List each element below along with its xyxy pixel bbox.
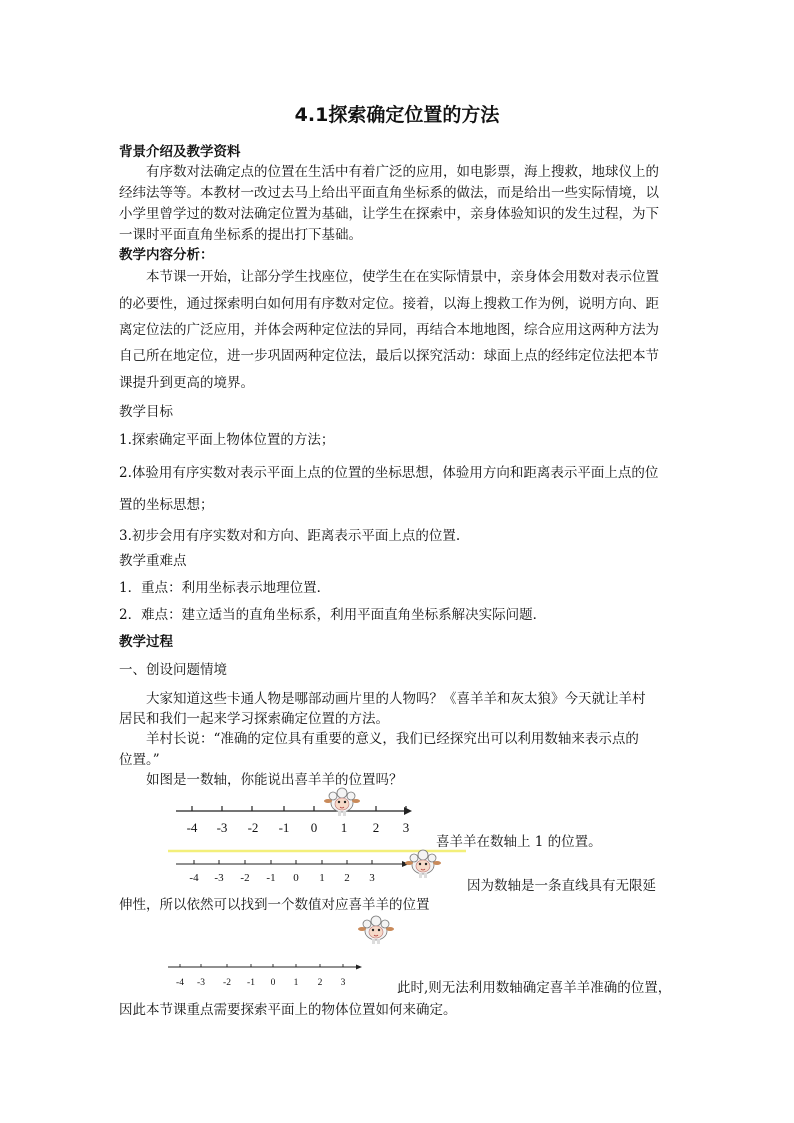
caption-infinite-line-1: 因为数轴是一条直线具有无限延 bbox=[467, 878, 656, 894]
tick-label: 0 bbox=[293, 872, 299, 884]
goal-item-1: 1.探索确定平面上物体位置的方法； bbox=[119, 432, 335, 448]
paragraph-line: 自己所在地定位，进一步巩固两种定位法，最后以探究活动：球面上点的经纬定位法把本节 bbox=[119, 348, 659, 364]
caption-conclusion-line-2: 因此本节课重点需要探索平面上的物体位置如何来确定。 bbox=[119, 1002, 457, 1018]
paragraph-line: 大家知道这些卡通人物是哪部动画片里的人物吗？《喜羊羊和灰太狼》今天就让羊村 bbox=[146, 691, 646, 707]
tick-label: -1 bbox=[247, 978, 255, 988]
goal-item-2-line-1: 2.体验用有序实数对表示平面上点的位置的坐标思想，体验用方向和距离表示平面上点的位 bbox=[119, 465, 659, 481]
tick-label: -2 bbox=[240, 872, 250, 884]
difficulty-item-1: 1．重点：利用坐标表示地理位置． bbox=[119, 580, 331, 596]
tick-label: 3 bbox=[340, 978, 346, 988]
paragraph-line: 的必要性，通过探索明白如何用有序数对定位。接着，以海上搜救工作为例，说明方向、距 bbox=[119, 296, 659, 312]
paragraph-line: 有序数对法确定点的位置在生活中有着广泛的应用，如电影票，海上搜救，地球仪上的 bbox=[146, 164, 659, 180]
difficulty-item-2: 2．难点：建立适当的直角坐标系，利用平面直角坐标系解决实际问题． bbox=[119, 607, 547, 623]
paragraph-line: 经纬法等等。本教材一改过去马上给出平面直角坐标系的做法，而是给出一些实际情境，以 bbox=[119, 185, 659, 201]
tick-label: -4 bbox=[189, 872, 199, 884]
goal-item-3: 3.初步会用有序实数对和方向、距离表示平面上点的位置. bbox=[119, 528, 461, 544]
caption-infinite-line-2: 伸性，所以依然可以找到一个数值对应喜羊羊的位置 bbox=[119, 897, 430, 913]
tick-label: 0 bbox=[310, 820, 318, 835]
tick-label: 2 bbox=[317, 978, 323, 988]
caption-position: 喜羊羊在数轴上 1 的位置。 bbox=[436, 834, 602, 850]
axis-arrow-1 bbox=[404, 807, 412, 815]
tick-label: -2 bbox=[223, 978, 231, 988]
tick-label: -2 bbox=[247, 820, 259, 835]
goals-heading: 教学目标 bbox=[119, 404, 173, 420]
difficulty-heading: 教学重难点 bbox=[119, 553, 187, 569]
sheep-icon bbox=[358, 916, 394, 944]
tick-label: 3 bbox=[402, 820, 410, 835]
paragraph-line: 位置。” bbox=[119, 752, 160, 768]
section-heading-background: 背景介绍及教学资料 bbox=[119, 144, 241, 160]
paragraph-line: 小学里曾学过的数对法确定位置为基础，让学生在探索中，亲身体验知识的发生过程，为下 bbox=[119, 206, 659, 222]
caption-conclusion-line-1: 此时,则无法利用数轴确定喜羊羊准确的位置， bbox=[397, 980, 672, 996]
tick-label: -3 bbox=[197, 978, 205, 988]
paragraph-line: 如图是一数轴，你能说出喜羊羊的位置吗？ bbox=[146, 772, 403, 788]
paragraph-line: 课提升到更高的境界。 bbox=[119, 375, 254, 391]
paragraph-line: 居民和我们一起来学习探索确定位置的方法。 bbox=[119, 711, 389, 727]
tick-label: 1 bbox=[340, 820, 348, 835]
tick-label: 3 bbox=[369, 872, 375, 884]
paragraph-line: 羊村长说：“准确的定位具有重要的意义，我们已经探究出可以利用数轴来表示点的 bbox=[146, 731, 639, 747]
tick-label: 2 bbox=[344, 872, 350, 884]
tick-label: 1 bbox=[293, 978, 299, 988]
process-subheading: 一、创设问题情境 bbox=[119, 662, 227, 678]
tick-label: 1 bbox=[319, 872, 325, 884]
tick-label: -3 bbox=[216, 820, 228, 835]
paragraph-line: 离定位法的广泛应用，并体会两种定位法的异同，再结合本地地图，综合应用这两种方法为 bbox=[119, 322, 659, 338]
tick-label: -1 bbox=[278, 820, 290, 835]
axis-arrow-3 bbox=[356, 965, 362, 970]
paragraph-line: 一课时平面直角坐标系的提出打下基础。 bbox=[119, 227, 362, 243]
section-heading-content-analysis: 教学内容分析： bbox=[119, 247, 214, 263]
process-heading: 教学过程 bbox=[119, 634, 173, 650]
page-title: 4.1探索确定位置的方法 bbox=[294, 104, 500, 126]
tick-label: -3 bbox=[214, 872, 224, 884]
goal-item-2-line-2: 置的坐标思想； bbox=[119, 497, 214, 513]
tick-label: 2 bbox=[372, 820, 380, 835]
tick-label: -4 bbox=[186, 820, 198, 835]
tick-label: -1 bbox=[266, 872, 276, 884]
paragraph-line: 本节课一开始，让部分学生找座位，使学生在在实际情景中，亲身体会用数对表示位置 bbox=[146, 269, 659, 285]
tick-label: 0 bbox=[270, 978, 276, 988]
tick-label: -4 bbox=[176, 978, 184, 988]
sheep-icon bbox=[405, 850, 441, 878]
sheep-icon bbox=[324, 788, 360, 816]
